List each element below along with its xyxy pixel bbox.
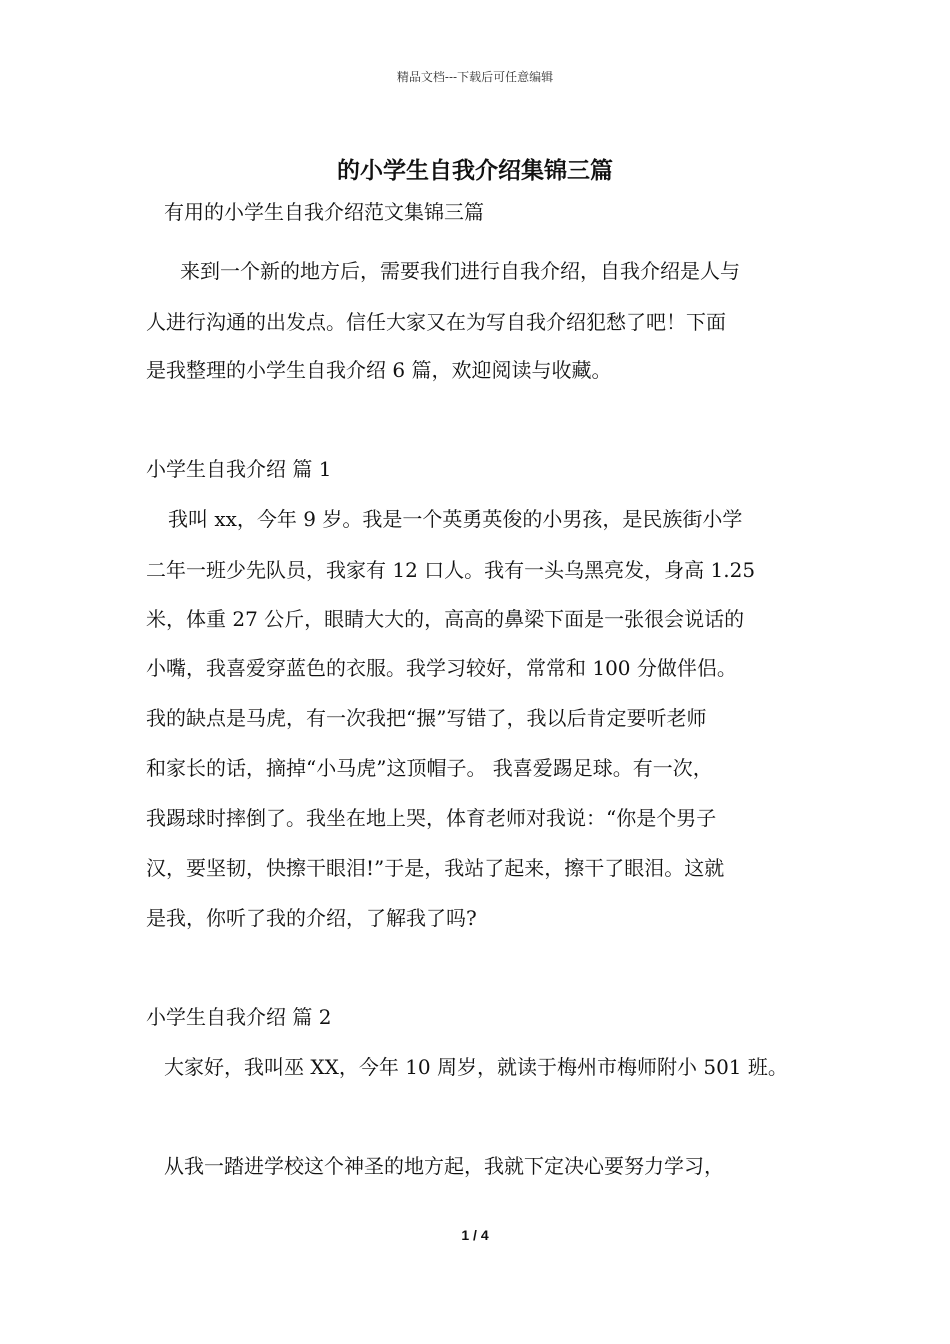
document-title: 的小学生自我介绍集锦三篇 [337, 157, 613, 184]
page-header: 精品文档---下载后可任意编辑 [396, 70, 554, 84]
paragraph-line: 米，体重 27 公斤，眼睛大大的，高高的鼻梁下面是一张很会说话的 [146, 607, 745, 631]
paragraph-line: 人进行沟通的出发点。信任大家又在为写自我介绍犯愁了吧！下面 [146, 310, 726, 334]
subtitle-line: 有用的小学生自我介绍范文集锦三篇 [164, 200, 484, 224]
paragraph-line: 从我一踏进学校这个神圣的地方起，我就下定决心要努力学习， [164, 1154, 724, 1178]
page-number: 1 / 4 [461, 1227, 489, 1243]
paragraph-line: 来到一个新的地方后，需要我们进行自我介绍，自我介绍是人与 [180, 259, 740, 283]
paragraph-line: 二年一班少先队员，我家有 12 口人。我有一头乌黑亮发，身高 1.25 [146, 558, 756, 582]
paragraph-line: 是我，你听了我的介绍，了解我了吗? [146, 906, 477, 930]
paragraph-line: 汉，要坚韧，快擦干眼泪!”于是，我站了起来，擦干了眼泪。这就 [146, 856, 725, 880]
paragraph-line: 小嘴，我喜爱穿蓝色的衣服。我学习较好，常常和 100 分做伴侣。 [146, 656, 737, 680]
paragraph-line: 大家好，我叫巫 XX，今年 10 周岁，就读于梅州市梅师附小 501 班。 [164, 1055, 788, 1079]
section-heading-2: 小学生自我介绍 篇 2 [146, 1005, 332, 1029]
paragraph-line: 和家长的话，摘掉“小马虎”这顶帽子。 我喜爱踢足球。有一次， [146, 756, 713, 780]
paragraph-line: 我叫 xx，今年 9 岁。我是一个英勇英俊的小男孩，是民族街小学 [168, 507, 743, 531]
paragraph-line: 我踢球时摔倒了。我坐在地上哭，体育老师对我说：“你是个男子 [146, 806, 717, 830]
section-heading-1: 小学生自我介绍 篇 1 [146, 457, 332, 481]
paragraph-line: 我的缺点是马虎，有一次我把“搌”写错了，我以后肯定要听老师 [146, 706, 707, 730]
paragraph-line: 是我整理的小学生自我介绍 6 篇，欢迎阅读与收藏。 [146, 358, 612, 382]
